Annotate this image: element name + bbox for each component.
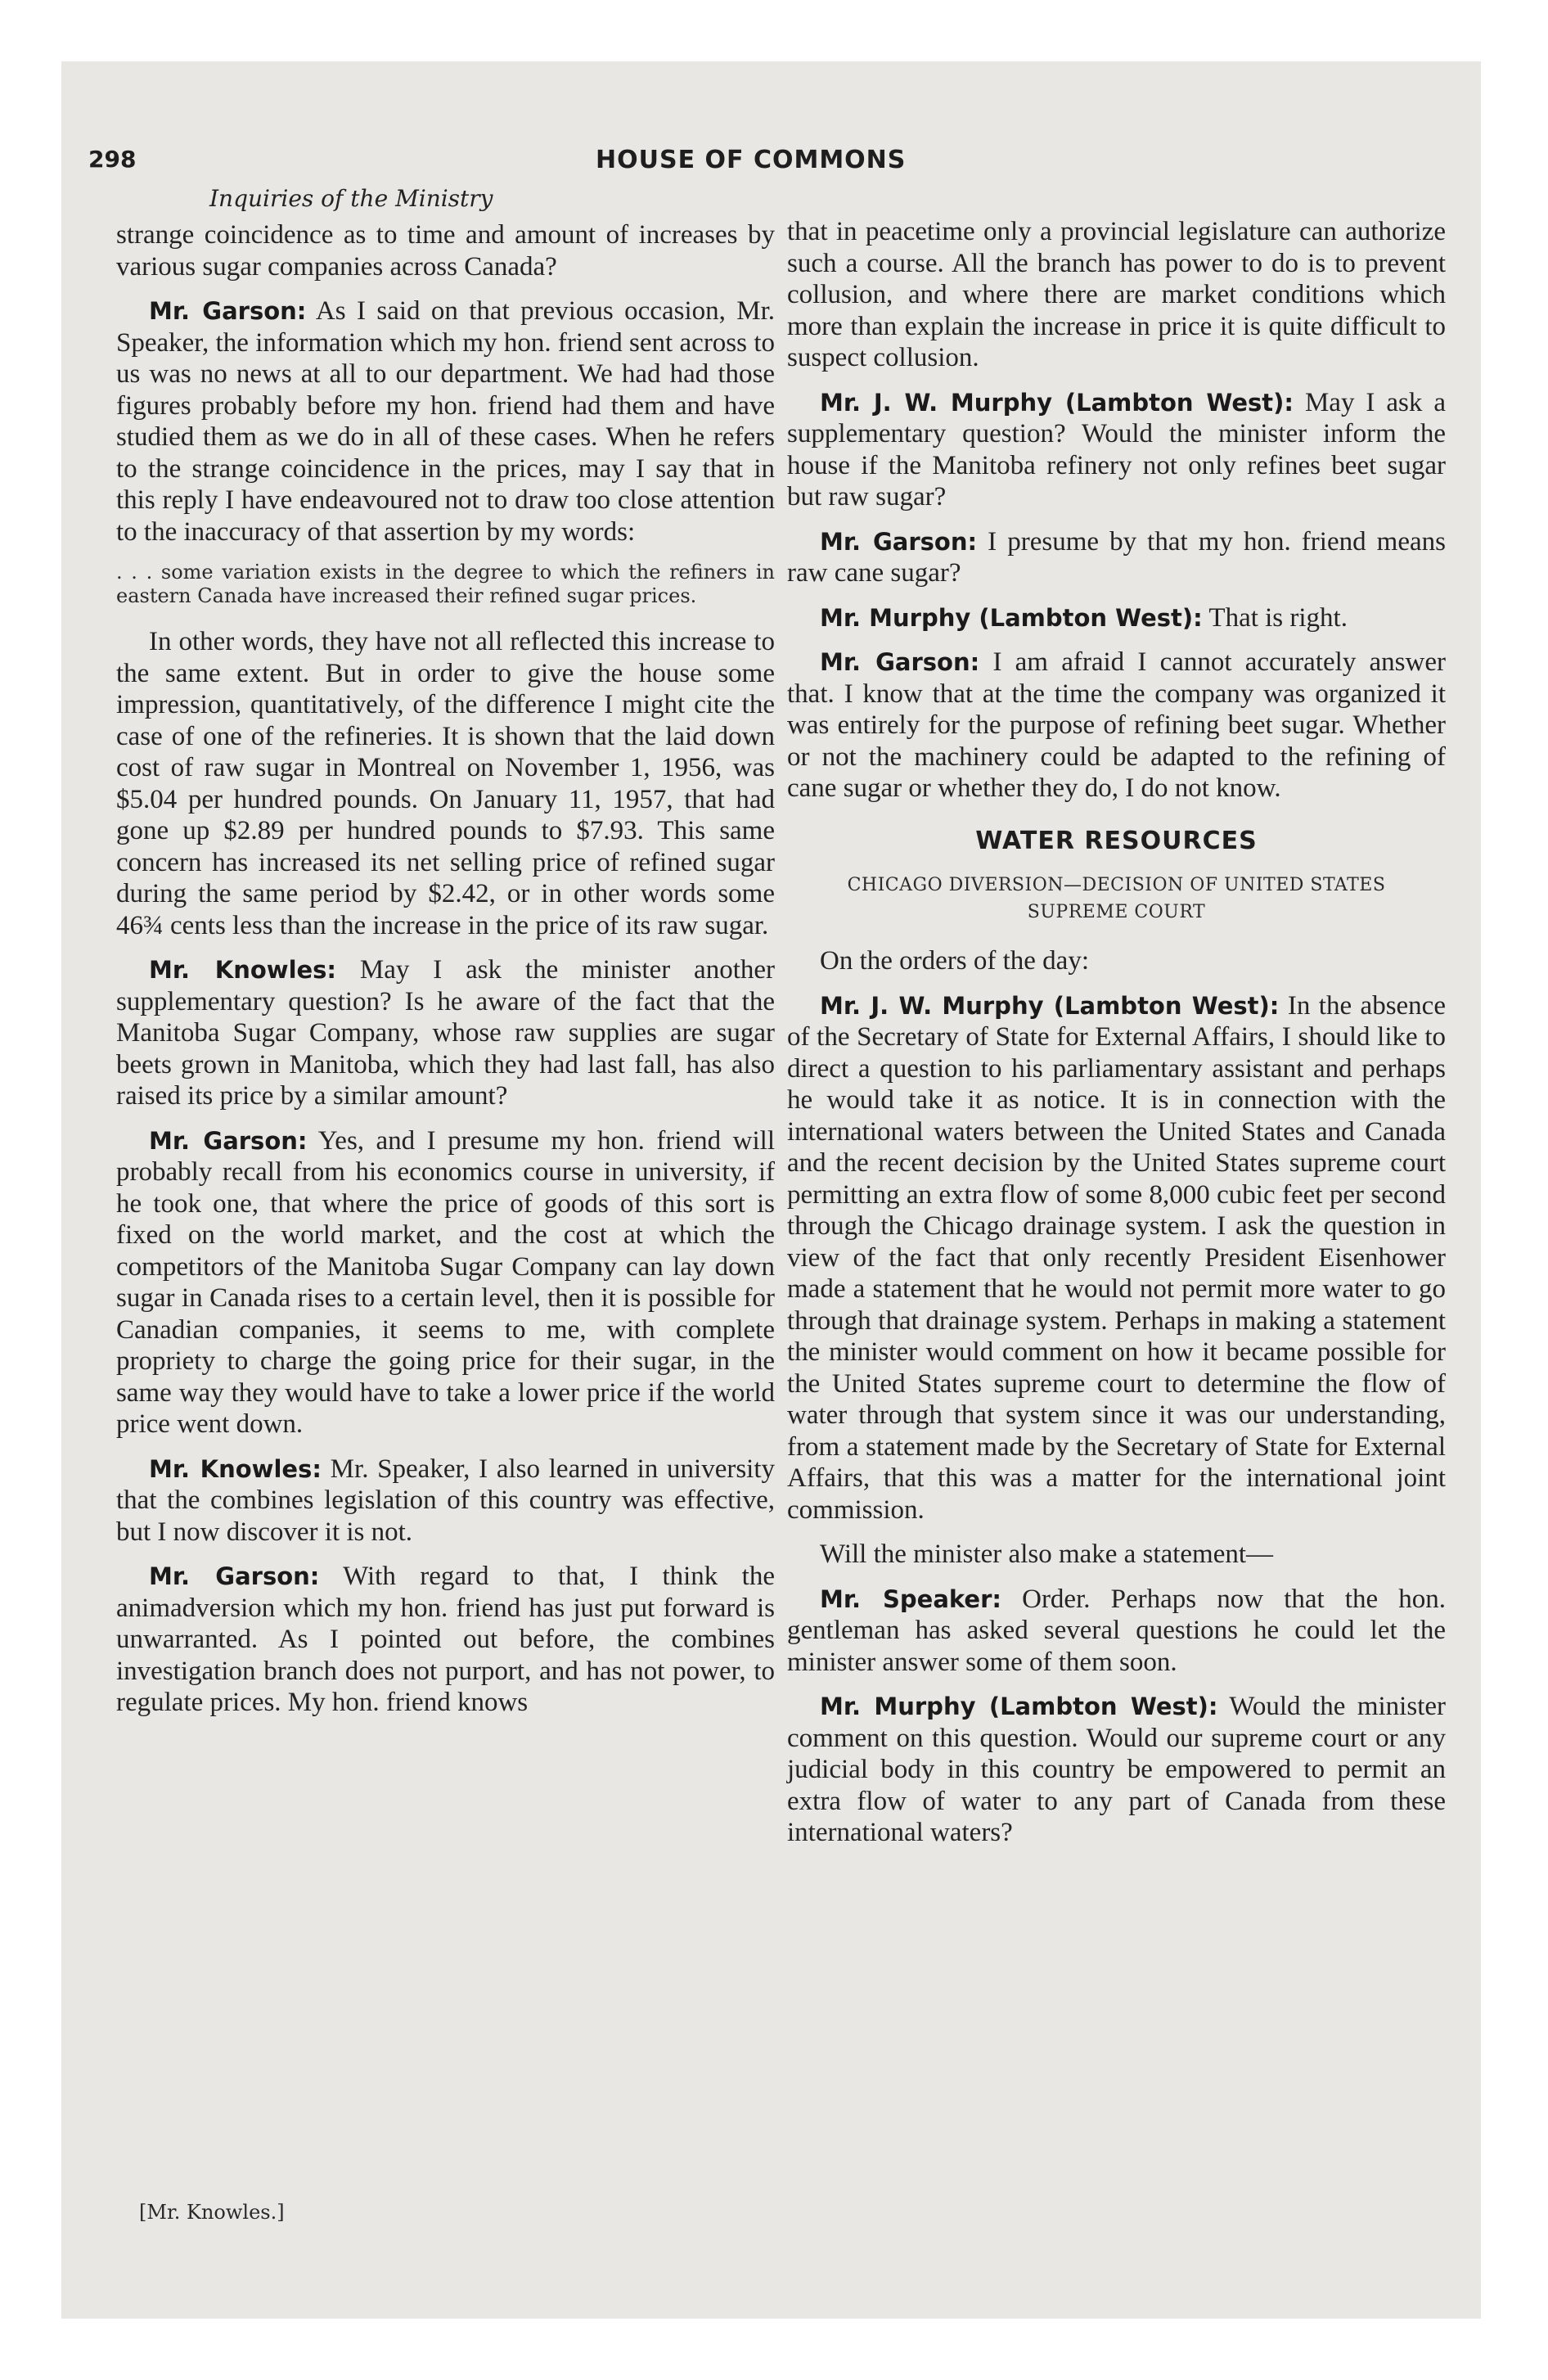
speaker-name: Mr. J. W. Murphy (Lambton West): [820,388,1294,417]
speech-text: Order. Perhaps now that the hon. gentleman has asked several questions he could let the minister answer some of them soon. [787,1584,1446,1677]
page-number: 298 [88,146,137,173]
section-subtitle-line: CHICAGO DIVERSION—DECISION OF UNITED STATES [847,875,1386,895]
paragraph: In other words, they have not all reflected this increase to the same extent. But in order to give the house some impression, quantitatively, of the difference I might cite the case of one of the refineries. It is shown that the laid down cost of raw sugar in Montreal on November 1, 1956, was $5.04 per hundred pounds. On January 11, 1957, that had gone up $2.89 per hundred pounds to $7.93. This same concern has increased its net selling price of refined sugar during the same period by $2.42, or in other words some 46¾ cents less than the increase in the price of its raw sugar. [116,627,775,940]
paragraph [116,1125,775,1440]
speaker-name: Mr. Speaker: [820,1584,1001,1613]
speech-text: That is right. [1202,602,1348,633]
speech-text: With regard to that, I think the animadversion which my hon. friend has just put forward is unwarranted. As I pointed out before, the combines investigation branch does not purport, and has not power, to regulate prices. My hon. friend knows [116,1562,775,1717]
paragraph [787,1691,1446,1849]
paragraph: Will the minister also make a statement— [820,1539,1274,1569]
section-title: WATER RESOURCES [975,826,1258,855]
paragraph [787,387,1446,513]
right-column [787,216,1446,1862]
speech-text: As I said on that previous occasion, Mr. Speaker, the information which my hon. friend sent across to us was no news at all to our department. We had had those figures probably before my hon. friend had them and have studied them as we do in all of these cases. When he refers to the strange coincidence in the prices, may I say that in this reply I have endeavoured not to draw too close attention to the inaccuracy of that assertion by my words: [116,296,775,547]
orders-of-the-day: On the orders of the day: [820,946,1089,976]
running-head: HOUSE OF COMMONS [596,146,907,174]
speech-text: May I ask a supplementary question? Would the minister inform the house if the Manitoba refinery not only refines beet sugar but raw sugar? [787,387,1446,512]
paragraph [787,526,1446,589]
speech-text: I presume by that my hon. friend means raw cane sugar? [787,526,1446,588]
speaker-name: Mr. Garson: [149,1562,320,1590]
section-subtitle-line: SUPREME COURT [1027,902,1206,922]
speech-text: Would the minister comment on this question. Would our supreme court or any judicial body in this country be empowered to permit an extra flow of water to any part of Canada from these international waters? [787,1692,1446,1847]
speaker-name: Mr. Knowles: [149,1454,322,1483]
section-subtitle [787,872,1446,926]
paragraph [787,602,1446,634]
footer-note: [Mr. Knowles.] [139,2201,285,2224]
speaker-name: Mr. J. W. Murphy (Lambton West): [820,991,1280,1020]
speech-text: May I ask the minister another supplementary question? Is he aware of the fact that the Manitoba Sugar Company, whose raw supplies are sugar beets grown in Manitoba, which they had last fall, has also raised its price by a similar amount? [116,955,776,1111]
speech-text: Yes, and I presume my hon. friend will probably recall from his economics course in university, if he took one, that where the price of goods of this sort is fixed on the world market, and the cost at which the competitors of the Manitoba Sugar Company can lay down sugar in Canada rises to a certain level, then it is possible for Canadian companies, it seems to me, with complete propriety to charge the going price for their sugar, in the same way they would have to take a lower price if the world price went down. [116,1125,775,1439]
paragraph [116,295,775,548]
section-subhead: Inquiries of the Ministry [209,185,493,212]
paragraph: strange coincidence as to time and amount of increases by various sugar companies across Canada? [116,220,775,282]
paragraph: that in peacetime only a provincial legislature can authorize such a course. All the branch has power to do is to prevent collusion, and where there are market conditions which more than explain the increase in price it is quite difficult to suspect collusion. [787,217,1446,372]
paragraph [116,1454,775,1548]
speaker-name: Mr. Garson: [820,527,978,556]
speaker-name: Mr. Murphy (Lambton West): [820,1693,1218,1720]
speaker-name: Mr. Garson: [820,648,980,676]
speaker-name: Mr. Knowles: [149,956,337,984]
left-column [116,219,775,1732]
speaker-name: Mr. Garson: [149,1126,308,1155]
speech-text: Mr. Speaker, I also learned in university that the combines legislation of this country was effective, but I now discover it is not. [116,1454,776,1547]
speech-text: In the absence of the Secretary of State for External Affairs, I should like to direct a question to his parliamentary assistant and perhaps he would take it as notice. It is in connection with the international waters between the United States and Canada and the recent decision by the United States supreme court permitting an extra flow of some 8,000 cubic feet per second through the Chicago drainage system. I ask the question in view of the fact that only recently President Eisenhower made a statement that he would not permit more water to go through that drainage system. Perhaps in making a statement the minister would comment on how it became possible for the United States supreme court to determine the flow of water through that system since it was our understanding, from a statement made by the Secretary of State for External Affairs, that this was a matter for the international joint commission. [787,990,1446,1525]
page-header [88,146,1471,178]
speaker-name: Mr. Garson: [149,297,307,325]
paragraph [787,647,1446,805]
block-quote: . . . some variation exists in the degree to which the refiners in eastern Canada have increased their refined sugar prices. [116,561,775,607]
speaker-name: Mr. Murphy (Lambton West): [820,603,1203,632]
paragraph [116,954,775,1112]
paragraph [787,1584,1446,1679]
paragraph [787,990,1446,1526]
speech-text: I am afraid I cannot accurately answer that. I know that at the time the company was organized it was entirely for the purpose of refining beet sugar. Whether or not the machinery could be adapted to the refining of cane sugar or whether they do, I do not know. [787,647,1446,803]
paragraph [116,1561,775,1719]
